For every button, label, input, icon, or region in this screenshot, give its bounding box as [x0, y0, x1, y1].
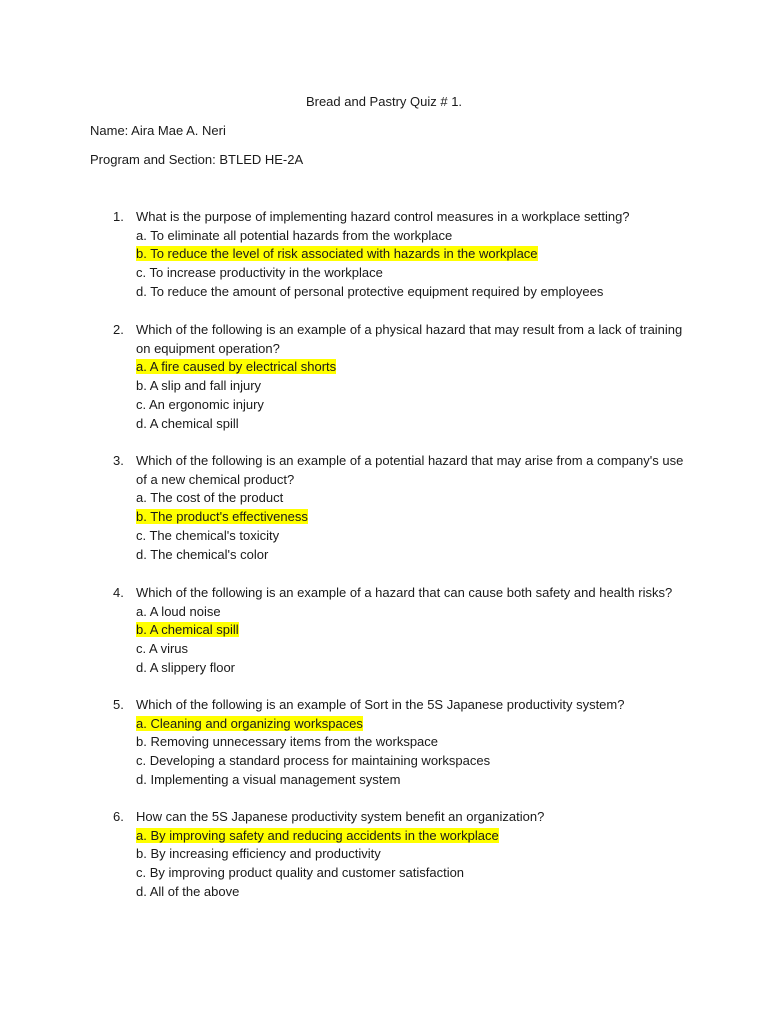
question-1 — [0, 208, 768, 302]
question-number: 3. — [113, 453, 124, 468]
option-b: b. Removing unnecessary items from the workspace — [136, 734, 439, 750]
option-d: d. Implementing a visual management system — [136, 771, 401, 787]
question-4 — [0, 584, 768, 678]
option-a-highlighted: a. By improving safety and reducing accidents in the workplace — [136, 827, 499, 843]
student-name: Name: Aira Mae A. Neri — [90, 123, 226, 138]
question-text: What is the purpose of implementing hazard control measures in a workplace setting? — [136, 209, 630, 224]
option-c: c. By improving product quality and customer satisfaction — [136, 865, 465, 881]
question-text: Which of the following is an example of a hazard that can cause both safety and health risks? — [136, 585, 673, 600]
question-number: 5. — [113, 697, 124, 712]
option-a-highlighted: a. A fire caused by electrical shorts — [136, 359, 337, 375]
option-b-highlighted: b. To reduce the level of risk associated with hazards in the workplace — [136, 246, 538, 262]
option-d: d. All of the above — [136, 883, 240, 899]
question-2 — [0, 321, 768, 433]
question-text: Which of the following is an example of Sort in the 5S Japanese productivity system? — [136, 697, 625, 712]
option-b: b. A slip and fall injury — [136, 378, 262, 394]
question-number: 1. — [113, 209, 124, 224]
question-6 — [0, 808, 768, 902]
option-d: d. To reduce the amount of personal protective equipment required by employees — [136, 283, 604, 299]
question-text: Which of the following is an example of a potential hazard that may arise from a company's use of a new chemical product? — [136, 453, 684, 487]
question-5 — [0, 696, 768, 790]
option-d: d. A slippery floor — [136, 659, 235, 675]
option-c: c. An ergonomic injury — [136, 396, 264, 412]
question-text: Which of the following is an example of a physical hazard that may result from a lack of training on equipment operation? — [136, 322, 683, 356]
question-3 — [0, 452, 768, 564]
option-b-highlighted: b. A chemical spill — [136, 622, 239, 638]
quiz-title: Bread and Pastry Quiz # 1. — [305, 94, 463, 109]
option-c: c. A virus — [136, 641, 189, 657]
question-number: 6. — [113, 809, 124, 824]
option-a: a. A loud noise — [136, 603, 221, 619]
question-number: 2. — [113, 322, 124, 337]
option-a: a. To eliminate all potential hazards from the workplace — [136, 227, 453, 243]
option-d: d. A chemical spill — [136, 415, 239, 431]
option-c: c. The chemical's toxicity — [136, 527, 280, 543]
option-b-highlighted: b. The product's effectiveness — [136, 509, 308, 525]
option-c: c. To increase productivity in the workplace — [136, 265, 383, 281]
option-c: c. Developing a standard process for maintaining workspaces — [136, 753, 491, 769]
option-a: a. The cost of the product — [136, 490, 284, 506]
question-text: How can the 5S Japanese productivity system benefit an organization? — [136, 809, 545, 824]
option-d: d. The chemical's color — [136, 546, 269, 562]
option-b: b. By increasing efficiency and productivity — [136, 846, 381, 862]
question-number: 4. — [113, 585, 124, 600]
program-section: Program and Section: BTLED HE-2A — [90, 152, 304, 167]
option-a-highlighted: a. Cleaning and organizing workspaces — [136, 715, 363, 731]
